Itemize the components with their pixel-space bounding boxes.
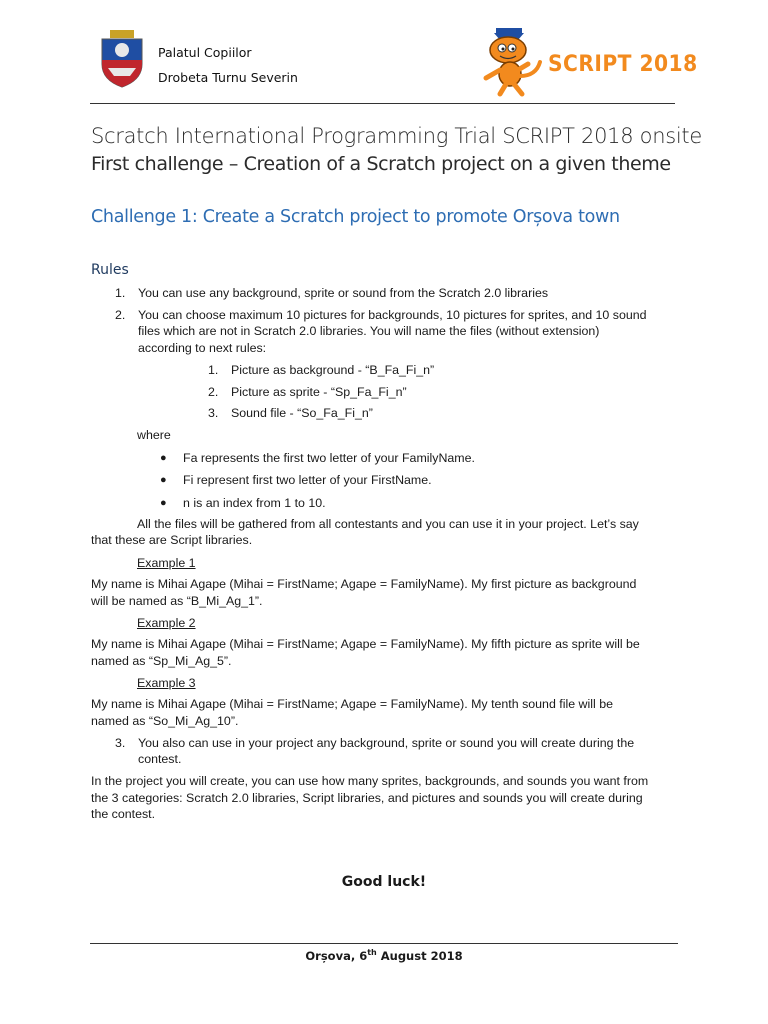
subitem1-number: 1.: [208, 363, 219, 377]
example1-line2: will be named as “B_Mi_Ag_1”.: [91, 594, 263, 608]
subitem3-number: 3.: [208, 406, 219, 420]
bullet1-text: Fa represents the first two letter of your FamilyName.: [183, 451, 475, 465]
example2-label: Example 2: [137, 616, 196, 630]
example3-line2: named as “So_Mi_Ag_10”.: [91, 714, 239, 728]
where-label: where: [137, 428, 171, 442]
subitem2-text: Picture as sprite - “Sp_Fa_Fi_n”: [231, 385, 407, 399]
closing-line3: the contest.: [91, 807, 156, 821]
gathered-line2: that these are Script libraries.: [91, 533, 253, 547]
bullet2-text: Fi represent first two letter of your FirstName.: [183, 473, 432, 487]
scratch-cat-logo: [478, 26, 548, 98]
org-name-line1: Palatul Copiilor: [158, 45, 252, 60]
bullet-dot: ●: [160, 452, 167, 464]
example2-line1: My name is Mihai Agape (Mihai = FirstName; Agape = FamilyName). My fifth picture as sprite will be: [91, 637, 640, 651]
footer-place: Orșova, 6: [305, 948, 368, 963]
bullet-dot: ●: [160, 474, 167, 486]
rule2-line1: You can choose maximum 10 pictures for backgrounds, 10 pictures for sprites, and 10 sound: [138, 308, 647, 322]
rule1-number: 1.: [115, 286, 126, 300]
bullet3-text: n is an index from 1 to 10.: [183, 496, 326, 510]
bullet-dot: ●: [160, 497, 167, 509]
rule2-number: 2.: [115, 308, 126, 322]
footer-sup: th: [367, 948, 377, 957]
footer-date: [0, 948, 768, 963]
good-luck: Good luck!: [341, 874, 427, 890]
rule2-line3: according to next rules:: [138, 341, 267, 355]
rule2-line2: files which are not in Scratch 2.0 libraries. You will name the files (without extension): [138, 324, 600, 338]
challenge-heading: Challenge 1: Create a Scratch project to promote Orșova town: [91, 207, 620, 227]
example3-label: Example 3: [137, 676, 196, 690]
script-2018-logo-text: SCRIPT 2018: [548, 52, 698, 77]
rule3-line1: You also can use in your project any background, sprite or sound you will create during the: [138, 736, 635, 750]
subitem1-text: Picture as background - “B_Fa_Fi_n”: [231, 363, 435, 377]
rule1-text: You can use any background, sprite or sound from the Scratch 2.0 libraries: [138, 286, 549, 300]
subitem3-text: Sound file - “So_Fa_Fi_n”: [231, 406, 373, 420]
header-divider: [90, 103, 675, 104]
gathered-line1: All the files will be gathered from all contestants and you can use it in your project. Let’s say: [137, 517, 639, 531]
example3-line1: My name is Mihai Agape (Mihai = FirstName; Agape = FamilyName). My tenth sound file will be: [91, 697, 613, 711]
example1-line1: My name is Mihai Agape (Mihai = FirstName; Agape = FamilyName). My first picture as background: [91, 577, 637, 591]
rule3-number: 3.: [115, 736, 126, 750]
page-title: Scratch International Programming Trial SCRIPT 2018 onsite: [91, 124, 702, 148]
page-subtitle: First challenge – Creation of a Scratch project on a given theme: [91, 153, 671, 175]
rule3-line2: contest.: [138, 752, 182, 766]
footer-divider: [90, 943, 678, 944]
example1-label: Example 1: [137, 556, 196, 570]
footer-rest: August 2018: [376, 948, 463, 963]
coat-of-arms-logo: [100, 30, 144, 88]
org-name-line2: Drobeta Turnu Severin: [158, 70, 298, 85]
closing-line2: the 3 categories: Scratch 2.0 libraries, Script libraries, and pictures and sounds you will create during: [91, 791, 643, 805]
rules-heading: Rules: [91, 262, 129, 278]
closing-line1: In the project you will create, you can use how many sprites, backgrounds, and sounds you want from: [91, 774, 649, 788]
subitem2-number: 2.: [208, 385, 219, 399]
example2-line2: named as “Sp_Mi_Ag_5”.: [91, 654, 232, 668]
